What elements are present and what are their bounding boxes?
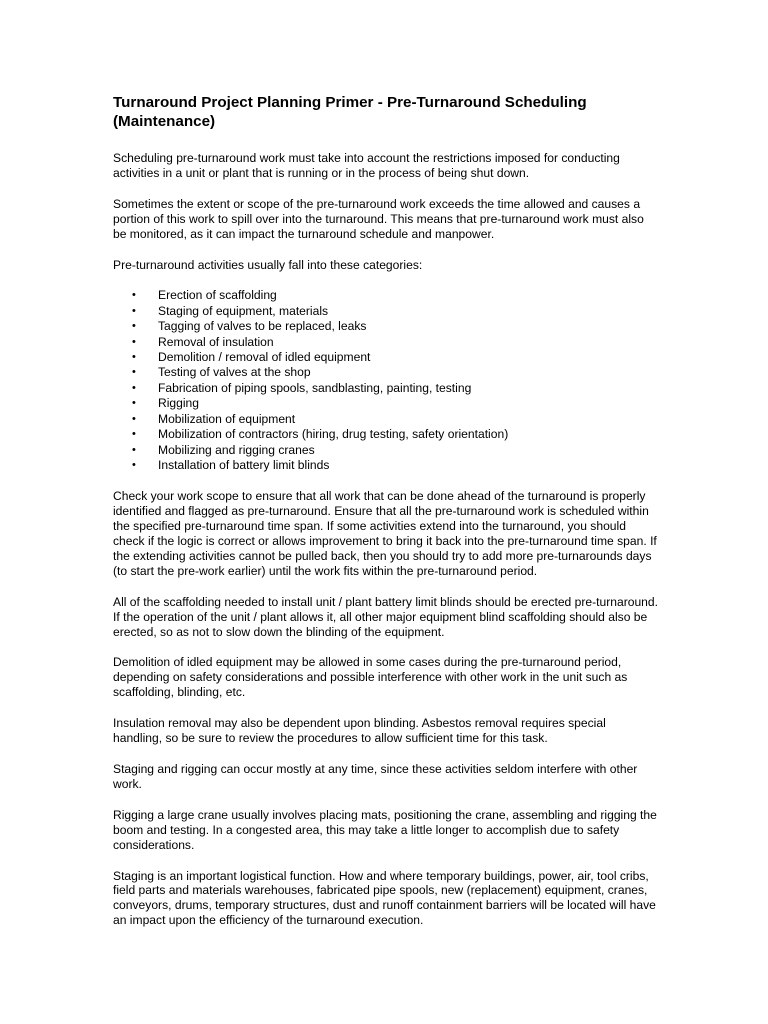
- list-item-text: Demolition / removal of idled equipment: [158, 350, 371, 365]
- list-item-text: Mobilization of equipment: [158, 411, 296, 426]
- bullet-icon: •: [132, 304, 136, 317]
- body-paragraph-demolition: Demolition of idled equipment may be allowed in some cases during the pre-turnaround period, depending on safety considerations and possible interference with other work in the unit such as scaffolding, blinding, etc.: [113, 655, 628, 700]
- body-paragraph-work-scope: Check your work scope to ensure that all work that can be done ahead of the turnaround is properly identified and flagged as pre-turnaround. Ensure that all the pre-turnaround work is scheduled within the specified pre-turnaround time span. If some activities extend into the turnaround, you should check if the logic is correct or allows improvement to bring it back into the pre-turnaround time span. If the extending activities cannot be pulled back, then you should try to add more pre-turnarounds days (to start the pre-work earlier) until the work fits within the pre-turnaround period.: [113, 489, 657, 578]
- list-item-text: Rigging: [158, 396, 200, 411]
- list-item: [113, 381, 658, 396]
- bullet-icon: •: [132, 381, 136, 394]
- body-paragraph-staging-logistics: Staging is an important logistical function. How and where temporary buildings, power, air, tool cribs, field parts and materials warehouses, fabricated pipe spools, new (replacement) equipment, cranes, conveyors, drums, temporary structures, dust and runoff containment barriers will be located will have an impact upon the efficiency of the turnaround execution.: [113, 868, 656, 928]
- list-item-text: Tagging of valves to be replaced, leaks: [158, 319, 367, 334]
- bullet-icon: •: [132, 397, 136, 410]
- bullet-icon: •: [132, 443, 136, 456]
- list-item-text: Staging of equipment, materials: [158, 303, 329, 318]
- bullet-icon: •: [132, 428, 136, 441]
- bullet-icon: •: [132, 335, 136, 348]
- list-item-text: Installation of battery limit blinds: [158, 457, 330, 472]
- list-item: [113, 288, 658, 303]
- list-item-text: Removal of insulation: [158, 334, 274, 349]
- list-item: [113, 443, 658, 458]
- list-item-text: Mobilization of contractors (hiring, drug testing, safety orientation): [158, 427, 509, 442]
- list-item-text: Mobilizing and rigging cranes: [158, 442, 315, 457]
- bullet-icon: •: [132, 366, 136, 379]
- list-item: [113, 427, 658, 442]
- bullet-icon: •: [132, 320, 136, 333]
- list-item-text: Fabrication of piping spools, sandblasting, painting, testing: [158, 380, 472, 395]
- list-item: [113, 458, 658, 473]
- bullet-icon: •: [132, 458, 136, 471]
- list-item: [113, 319, 658, 334]
- intro-paragraph-2: Sometimes the extent or scope of the pre-turnaround work exceeds the time allowed and causes a portion of this work to spill over into the turnaround. This means that pre-turnaround work must also be monitored, as it can impact the turnaround schedule and manpower.: [113, 196, 644, 241]
- bullet-icon: •: [132, 412, 136, 425]
- list-item-text: Erection of scaffolding: [158, 288, 277, 303]
- intro-paragraph-1: Scheduling pre-turnaround work must take into account the restrictions imposed for conducting activities in a unit or plant that is running or in the process of being shut down.: [113, 151, 620, 180]
- list-item: [113, 412, 658, 427]
- list-item: [113, 350, 658, 365]
- list-item: [113, 396, 658, 411]
- document-title: Turnaround Project Planning Primer - Pre-Turnaround Scheduling (Maintenance): [113, 94, 587, 130]
- body-paragraph-crane-rigging: Rigging a large crane usually involves placing mats, positioning the crane, assembling and rigging the boom and testing. In a congested area, this may take a little longer to accomplish due to safety considerations.: [113, 807, 657, 852]
- list-item: [113, 304, 658, 319]
- list-item: [113, 365, 658, 380]
- category-list: [113, 288, 658, 473]
- list-item: [113, 335, 658, 350]
- list-item-text: Testing of valves at the shop: [158, 365, 311, 380]
- bullet-icon: •: [132, 289, 136, 302]
- body-paragraph-scaffolding: All of the scaffolding needed to install unit / plant battery limit blinds should be erected pre-turnaround. If the operation of the unit / plant allows it, all other major equipment blind scaffolding should also be erected, so as not to slow down the blinding of the equipment.: [113, 594, 658, 639]
- bullet-icon: •: [132, 351, 136, 364]
- intro-paragraph-3: Pre-turnaround activities usually fall into these categories:: [113, 257, 423, 272]
- body-paragraph-staging-rigging: Staging and rigging can occur mostly at any time, since these activities seldom interfere with other work.: [113, 762, 638, 791]
- body-paragraph-insulation: Insulation removal may also be dependent upon blinding. Asbestos removal requires special handling, so be sure to review the procedures to allow sufficient time for this task.: [113, 716, 606, 746]
